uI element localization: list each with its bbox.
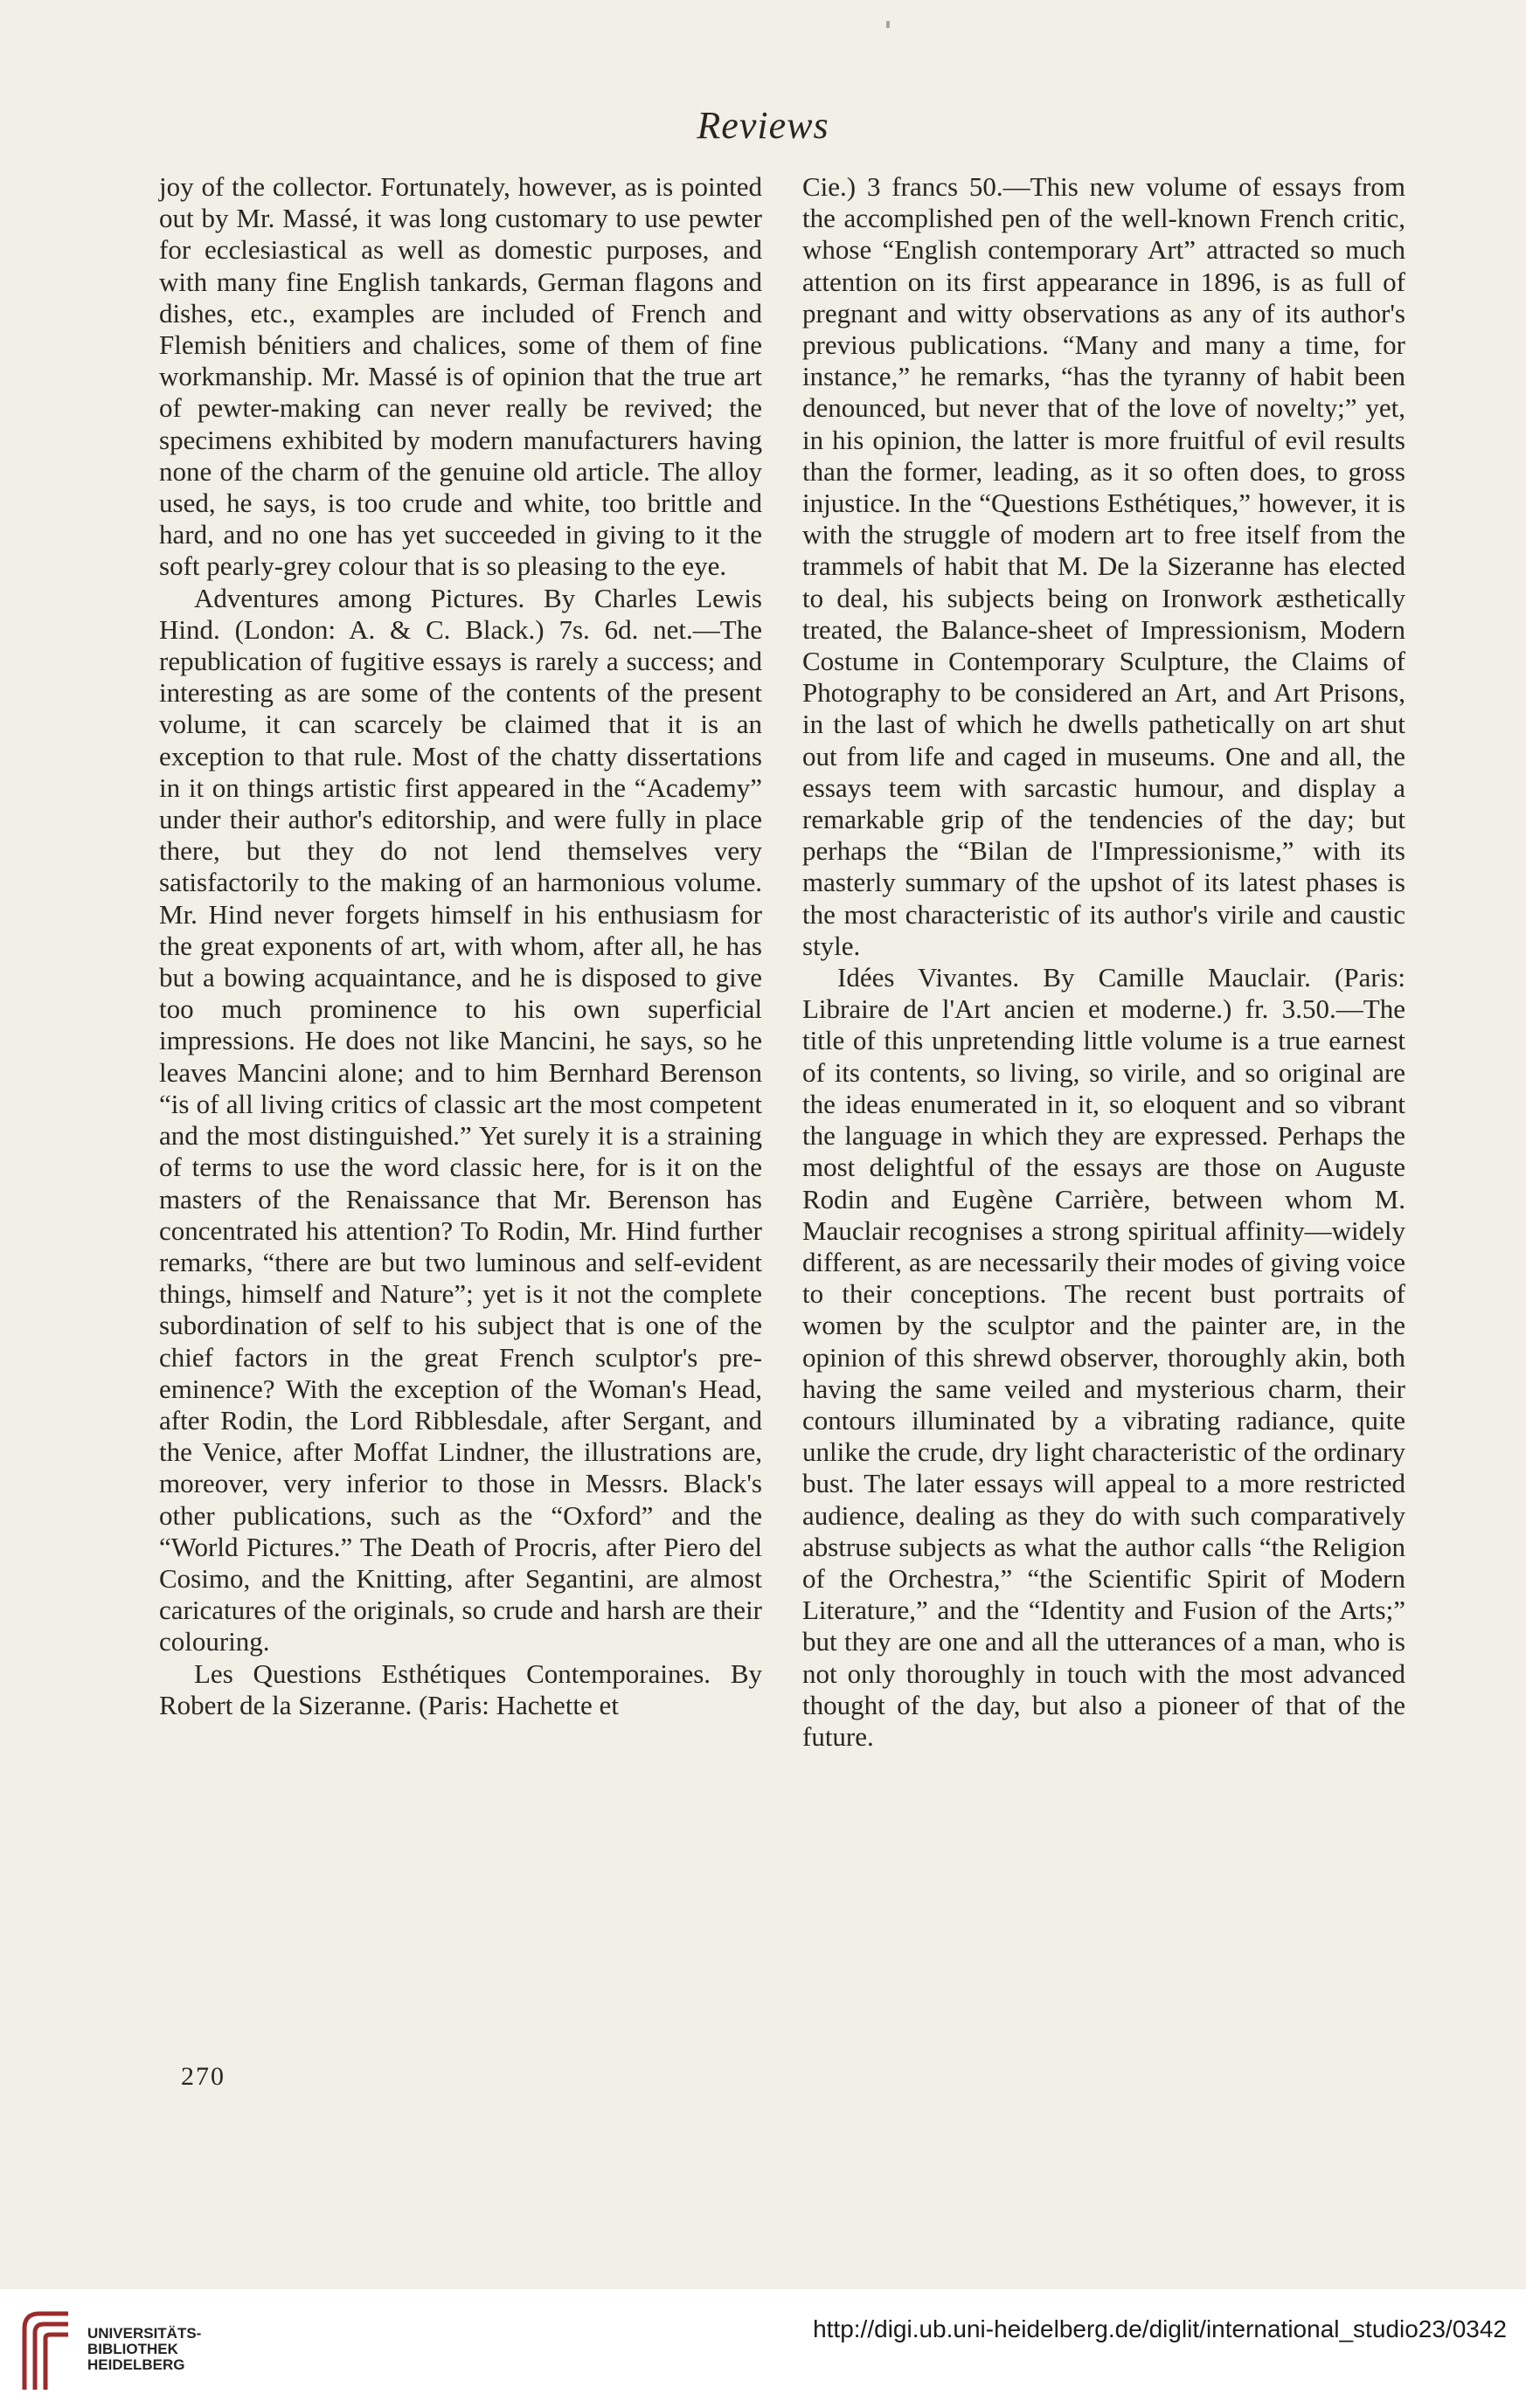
paragraph: Idées Vivantes. By Camille Mauclair. (Paris: Libraire de l'Art ancien et moderne.) fr. 3.50.—The title of this unpretending little volume is a true earnest of its contents, so living, so virile, and so original are the ideas enumerated in it, so eloquent and so vibrant the language in which they are expressed. Perhaps the most delightful of the essays are those on Auguste Rodin and Eugène Carrière, between whom M. Mauclair recognises a strong spiritual affinity—widely different, as are necessarily their modes of giving voice to their conceptions. The recent bust portraits of women by the sculptor and the painter are, in the opinion of this shrewd observer, thoroughly akin, both having the same veiled and mysterious charm, their contours illuminated by a vibrating radiance, quite unlike the crude, dry light characteristic of the ordinary bust. The later essays will appeal to a more restricted audience, dealing as they do with such comparatively abstruse subjects as what the author calls “the Religion of the Orchestra,” “the Scientific Spirit of Modern Literature,” and the “Identity and Fusion of the Arts;” but they are one and all the utterances of a man, who is not only thoroughly in touch with the most advanced thought of the day, but also a pioneer of that of the future. <box>802 962 1405 1752</box>
library-logo-icon <box>16 2307 77 2394</box>
page-title: Reviews <box>697 104 829 147</box>
page-number: 270 <box>181 2062 225 2091</box>
paragraph: Cie.) 3 francs 50.—This new volume of essays from the accomplished pen of the well-known French critic, whose “English contemporary Art” attracted so much attention on its first appearance in 1896, is as full of pregnant and witty observations as any of its author's previous publications. “Many and many a time, for instance,” he remarks, “has the tyranny of habit been denounced, but never that of the love of novelty;” yet, in his opinion, the latter is more fruitful of evil results than the former, leading, as it so often does, to gross injustice. In the “Questions Esthétiques,” however, it is with the struggle of modern art to free itself from the trammels of habit that M. De la Sizeranne has elected to deal, his subjects being on Ironwork æsthetically treated, the Balance-sheet of Impressionism, Modern Costume in Contemporary Sculpture, the Claims of Photography to be considered an Art, and Art Prisons, in the last of which he dwells pathetically on art shut out from life and caged in museums. One and all, the essays teem with sarcastic humour, and display a remarkable grip of the tendencies of the day; but perhaps the “Bilan de l'Impressionisme,” with its masterly summary of the upshot of its latest phases is the most characteristic of its author's virile and caustic style. <box>802 171 1405 961</box>
source-url[interactable]: http://digi.ub.uni-heidelberg.de/diglit/international_studio23/0342 <box>813 2315 1507 2342</box>
left-column <box>159 171 762 1721</box>
footer <box>0 2289 1526 2408</box>
paragraph: joy of the collector. Fortunately, however, as is pointed out by Mr. Massé, it was long customary to use pewter for ecclesiastical as well as domestic purposes, and with many fine English tankards, German flagons and dishes, etc., examples are included of French and Flemish bénitiers and chalices, some of them of fine workmanship. Mr. Massé is of opinion that the true art of pewter-making can never really be revived; the specimens exhibited by modern manufacturers having none of the charm of the genuine old article. The alloy used, he says, is too crude and white, too brittle and hard, and no one has yet succeeded in giving to it the soft pearly-grey colour that is so pleasing to the eye. <box>159 171 762 582</box>
paragraph: Adventures among Pictures. By Charles Lewis Hind. (London: A. & C. Black.) 7s. 6d. net.—The republication of fugitive essays is rarely a success; and interesting as are some of the contents of the present volume, it can scarcely be claimed that it is an exception to that rule. Most of the chatty dissertations in it on things artistic first appeared in the “Academy” under their author's editorship, and were fully in place there, but they do not lend themselves very satisfactorily to the making of an harmonious volume. Mr. Hind never forgets himself in his enthusiasm for the great exponents of art, with whom, after all, he has but a bowing acquaintance, and he is disposed to give too much prominence to his own superficial impressions. He does not like Mancini, he says, so he leaves Mancini alone; and to him Bernhard Berenson “is of all living critics of classic art the most competent and the most distinguished.” Yet surely it is a straining of terms to use the word classic here, for is it on the masters of the Renaissance that Mr. Berenson has concentrated his attention? To Rodin, Mr. Hind further remarks, “there are but two luminous and self-evident things, himself and Nature”; yet is it not the complete subordination of self to his subject that is one of the chief factors in the great French sculptor's pre-eminence? With the exception of the Woman's Head, after Rodin, the Lord Ribblesdale, after Sergant, and the Venice, after Moffat Lindner, the illustrations are, moreover, very inferior to those in Messrs. Black's other publications, such as the “Oxford” and the “World Pictures.” The Death of Procris, after Piero del Cosimo, and the Knitting, after Segantini, are almost caricatures of the originals, so crude and harsh are their colouring. <box>159 582 762 1657</box>
scan-mark <box>886 21 890 28</box>
right-column <box>802 171 1405 1753</box>
paragraph: Les Questions Esthétiques Contemporaines. By Robert de la Sizeranne. (Paris: Hachette et <box>159 1657 762 1720</box>
library-name: UNIVERSITÄTS- BIBLIOTHEK HEIDELBERG <box>87 2325 202 2373</box>
